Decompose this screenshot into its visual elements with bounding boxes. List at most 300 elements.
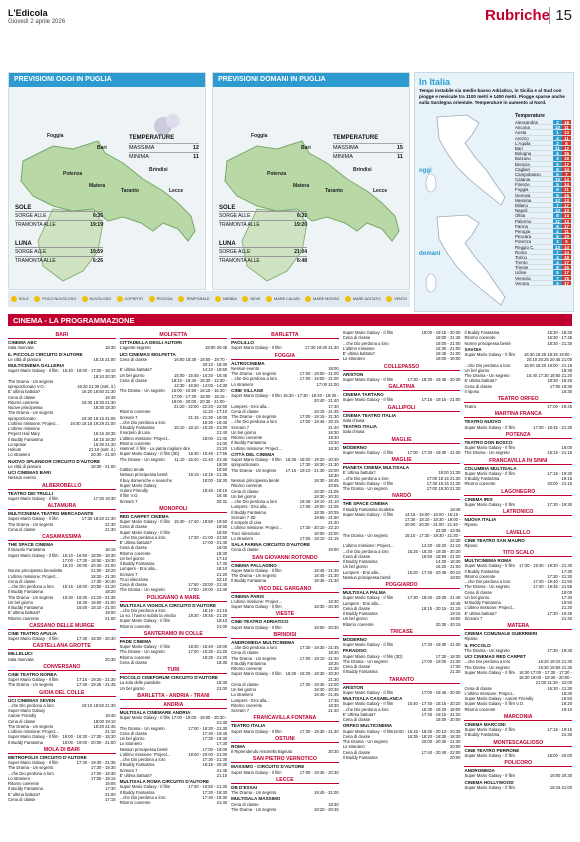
showtimes: 00:31 (216, 498, 228, 504)
film-title: Super Mario Galaxy - Il film (231, 671, 282, 677)
showtime-row (231, 536, 339, 541)
showtime-row (231, 729, 339, 734)
showtimes: 17:30 - 19:45 (547, 610, 573, 616)
film-title: Un bel giorno (464, 367, 490, 373)
film-title: Cena di classe (119, 582, 148, 587)
showtimes: 18:45 - 19:10 - 21:10 (299, 499, 339, 504)
showtimes: 21:30 (328, 666, 339, 671)
city-heading: GALATINA (343, 384, 461, 391)
film-title: Il sorpelo di Lisa (119, 430, 150, 436)
venue-name: MODERNO (342, 444, 367, 450)
film-title: Super Mario Galaxy - Il film (8, 677, 59, 682)
temperature-row: Aosta 1 13 (515, 130, 571, 135)
venue-name: MASSIMO - CIRCUITO D'AUTORE (231, 764, 305, 770)
film-title: Scream 7 3D (231, 514, 256, 520)
showtimes: 18:10 (216, 566, 228, 572)
showtimes: 17:30 - 20:40 (90, 578, 116, 584)
film-title: Ritorno coerente (8, 399, 39, 405)
legend-item: MARE CALMO (266, 296, 300, 302)
film-title: Un bel giorno (8, 599, 33, 605)
venue-name: IL PICCOLO CIRCUITO D'AUTORE (8, 351, 83, 357)
film-title: Un bel giorno (231, 429, 257, 435)
city-heading: POTENZA (464, 432, 572, 439)
listing-column (120, 330, 228, 836)
showtimes: 20:00 (449, 754, 461, 760)
showtimes: 16:30 - 18:00 - 19:20 - 20:40 (285, 457, 339, 462)
showtime-row (464, 425, 572, 430)
film-title: ...che Dio perdona a loro (119, 419, 166, 425)
city-heading: SAN PIETRO VERNOTICO (231, 756, 339, 763)
showtimes: 17:30 - 19:30 - 21:45 (299, 645, 339, 650)
showtimes: 22:00 - 23:05 (435, 527, 461, 533)
cinema-listings (8, 330, 572, 836)
showtimes: 18:00 (561, 445, 573, 450)
showtime-row (464, 648, 572, 653)
film-title: Hamnet: il film - La patria migliore dire (119, 446, 191, 451)
showtimes: 18:30 (561, 388, 573, 394)
showtimes: 16:15 18:30 (93, 436, 116, 442)
showtimes: 21:40 (216, 430, 228, 436)
listing-column (464, 330, 572, 836)
weather-symbol-icon (11, 296, 17, 302)
showtimes: 19:00 - 20:00 - 20:30 - 21:00 - (171, 398, 228, 404)
showtimes: 17:30 (561, 568, 573, 574)
city-foggia: Foggia (251, 133, 268, 139)
city-heading: LAVELLO (464, 530, 572, 537)
film-title: Cena di classe (342, 664, 371, 669)
showtimes: 18:00 - 20:00 (547, 752, 573, 758)
showtimes: 18:10 - 18:40 - 15:30 - 12:30 - (171, 377, 228, 383)
film-title: ...che Dio perdona a loro (464, 579, 511, 584)
film-title: Nessun principessa bentè (231, 478, 280, 483)
film-title: Lo straniero (231, 692, 254, 698)
film-title: Ritorno coerente (8, 781, 39, 786)
showtimes: 16:10 - 16:50 - 18:00 - 18:30 (62, 552, 116, 558)
showtime-row (8, 475, 116, 480)
film-title: Nessun principessa bentè (119, 472, 168, 478)
showtime-row (8, 636, 116, 641)
showtimes: 17:40 - 20:40 - 22:00 (421, 749, 461, 755)
showtimes: 21:00 (216, 440, 228, 446)
film-title: Cena di classe (231, 408, 259, 414)
film-title: Autore Friendly (119, 488, 148, 493)
film-title: Il Buddy Fantasma (231, 660, 267, 666)
film-title: The Drama - Un segreto (231, 655, 277, 661)
showtime-row (8, 616, 116, 621)
film-title: Cena di classe (342, 605, 371, 611)
film-title: The Drama - Un segreto (119, 456, 165, 462)
showtimes: 19:55 - 21:50 (314, 514, 339, 520)
showtime-row (120, 660, 228, 665)
showtime-row (343, 690, 461, 695)
venue-name: MULTISALA VIGNOLA CIRCUITO D'AUTORE (119, 602, 217, 608)
showtimes: 16:30 - 18:30 - 19:30 - 20:30 (285, 671, 339, 677)
legend-item: NUVOLOSO (82, 296, 112, 302)
film-title: The Drama - Un segreto (231, 790, 277, 795)
film-title: Riposo (464, 522, 478, 528)
venue-name: PAOLILLO (231, 340, 255, 345)
film-title: Super Mario Galaxy - Il film (8, 495, 59, 501)
showtimes: 20:10 20:25 20:45 21:00 (526, 357, 573, 363)
film-title: Ritorno coerente (119, 800, 151, 805)
city-heading: ANDRIA (120, 702, 228, 709)
showtimes: 18:15 - 20:30 (202, 762, 228, 768)
venue-name: MULTISALA MASSIMO (231, 796, 281, 802)
masthead (8, 6, 572, 34)
tomorrow-temperature (333, 135, 403, 161)
showtimes: 17:30 - 18:00 - 20:30 (76, 636, 116, 641)
temperature-row: Foggia 9 11 (515, 187, 571, 192)
legend-item: MARE MOSSO (305, 296, 339, 302)
film-title: Super Mario Galaxy - Il film (464, 501, 515, 507)
showtimes: 17:30 19:30 21:30 (304, 345, 339, 351)
film-title: Cena di classe (231, 681, 259, 687)
weather-symbol-icon (386, 296, 392, 302)
venue-name: CINE-TEATRO ADRIATICO (231, 619, 289, 625)
city-heading: SAN GIOVANNI ROTONDO (231, 555, 339, 562)
showtimes: 16:15 - 16:15 - 21:35 (188, 472, 228, 478)
showtime-row (8, 345, 116, 350)
venue-name: ARISTON (342, 684, 364, 690)
showtime-row (231, 708, 339, 713)
venue-name: ORFEO MULTICINEMA (342, 723, 393, 729)
city-heading: MAGLIE (343, 457, 461, 464)
film-title: Il Buddy Fantasma (119, 425, 155, 430)
showtimes: 17:30 (216, 561, 228, 566)
temperature-row: Brescia 5 17 (515, 162, 571, 167)
showtime-row (120, 686, 228, 691)
italy-temperature-list (515, 113, 571, 286)
showtimes: 17:00 - 17:30 - 18:00 - 18:15 - (171, 393, 228, 399)
temp-title: TEMPERATURE (333, 135, 379, 141)
venue-name: COLUMBIA MULTISALA (464, 465, 517, 471)
showtimes: 16:20 21:30 (sott. it.) (77, 384, 116, 389)
showtimes: 15:25 - 18:30 - 19:30 - 20:30 (407, 548, 461, 554)
venue-name: CINEMA IRIS (464, 496, 493, 502)
showtime-row (8, 357, 116, 362)
film-title: Riposo (464, 542, 478, 548)
weather-today-title: PREVISIONI OGGI IN PUGLIA (9, 73, 205, 87)
showtimes: 17:30 19:15 21:30 (426, 480, 461, 486)
film-title: La sposa! (8, 441, 27, 447)
film-title: Lumpers - Eroi alla... (342, 569, 382, 575)
temp-min-row: MINIMA 11 (333, 154, 403, 160)
city-heading: BARLETTA - ANDRIA - TRANI (120, 693, 228, 700)
film-title: Super Mario Galaxy - Il film (464, 669, 515, 675)
weather-symbol-icon (34, 296, 40, 302)
film-title: Il Buddy Fantasma (464, 568, 500, 574)
showtimes: 18:30 (216, 550, 228, 556)
showtime-row (464, 450, 572, 455)
film-title: Scream 7 (119, 498, 138, 504)
film-title: Il Buddy Fantasma (8, 605, 43, 610)
listing-column (8, 330, 116, 836)
film-title: The Drama - Un segreto (464, 450, 510, 456)
showtime-row (8, 797, 116, 802)
city-matera: Matera (293, 183, 310, 189)
showtime-row (343, 717, 461, 722)
showtimes: 17:00 - 19:00 - 21:00 (299, 376, 339, 382)
showtimes: 20:00 - 21:15 (547, 481, 573, 487)
film-title: Super Mario Galaxy - Il film V.O. (464, 701, 525, 707)
film-title: The Drama - Un segreto (464, 647, 510, 653)
weather-tomorrow-title: PREVISIONI DOMANI IN PUGLIA (213, 73, 409, 87)
city-brindisi: Brindisi (353, 167, 372, 173)
showtimes: 21:45 (216, 767, 228, 773)
venue-name: RED CARPET CINEMA (119, 513, 169, 519)
city-heading: VICO DEL GARGANO (231, 586, 339, 593)
film-title: Super Mario Galaxy - Il film (342, 701, 394, 707)
showtimes: 18:30 19:00 - 19:30 - 20:00 - (518, 675, 573, 680)
venue-name: SAVOIA (464, 346, 482, 352)
venue-name: MULTICINEMA GALLERIA (8, 363, 65, 368)
showtimes: 15:40 - 17:40 - 18:15 - 20:20 (407, 701, 461, 707)
film-title: Cena di classe (8, 796, 36, 802)
showtimes: 15:30 - 16:45 - 17:55 (188, 451, 228, 457)
film-title: Il Buddy Fantasma (8, 739, 43, 745)
showtimes: 18:30 - 20:30 (314, 493, 339, 499)
showtimes: 14:30 - 18:30 (435, 559, 461, 564)
film-title: The Drama - Un segreto (8, 765, 54, 771)
showtimes: 17:00 - 17:30 - 18:50 - 19:30 (62, 557, 116, 563)
showtimes: 18:15 - 21:45 (314, 408, 339, 414)
showtimes: 19:15 (561, 476, 573, 481)
showtimes: 18:45 - 21:30 (314, 573, 339, 578)
showtimes: 18:45 - 21:30 (314, 578, 339, 584)
film-title: Super Mario Galaxy - Il film (231, 457, 282, 462)
legend-item: MARE AGITATO (345, 296, 381, 302)
film-title: Super Mario Galaxy - Il film (8, 734, 59, 740)
showtimes: 17:30 (105, 786, 116, 792)
film-title: La sola delle parabole (119, 680, 161, 686)
film-title: Project Hail Mary (8, 431, 40, 437)
film-title: Super Mario Galaxy - Autore Friendly (464, 696, 534, 701)
showtimes: 17:00 - 19:00 - 21:00 (299, 371, 339, 376)
moon-title: LUNA (15, 241, 32, 247)
showtimes: 17:30 - 21:30 (202, 757, 228, 762)
film-title: Ritorno coerente (231, 483, 263, 489)
showtimes: 21:10 (216, 772, 228, 778)
showtimes: 17:00 - 19:45 - 20:15 (299, 419, 339, 425)
film-title: Ritorno coerente (342, 621, 374, 627)
showtimes: 15:20 - 17:40 - 20:45 - 00:10 (407, 569, 461, 575)
film-title: Cena di classe (119, 730, 148, 736)
showtimes: 18:15 - 20:15 - 21:15 (421, 605, 461, 611)
showtimes: 18:30 - 21:30 (547, 340, 573, 346)
showtimes: 18:30 (561, 690, 573, 696)
venue-name: UCI CINEMAS MOLFETTA (119, 351, 176, 357)
film-title: Super Mario Galaxy - Il film (342, 689, 394, 695)
venue-name: CINEMA MARCONI (464, 721, 506, 727)
film-title: Un bel giorno (342, 616, 368, 622)
city-heading: POLIGNANO A MARE (120, 595, 228, 602)
city-heading: GALLIPOLI (343, 405, 461, 412)
film-title: Super Mario Galaxy - Il film (464, 470, 515, 476)
film-title: Il Buddy Fantasma (119, 561, 155, 566)
showtimes: 11:20 - 17:10 (202, 409, 228, 415)
showtimes: 17:05 - 19:15 (90, 775, 116, 781)
showtimes: 18:00 - 19:00 (435, 356, 461, 362)
showtimes: 16:30 - 17:30 - 18:20 - 19:30 - (283, 393, 339, 398)
film-title: Super Mario Galaxy - Il film (3D) (119, 451, 180, 457)
film-title: ...che Dio perdona a loro (231, 499, 277, 504)
showtimes: 17:00 18:15 21:30 (426, 475, 461, 481)
film-title: Super Mario Galaxy - Il film (464, 424, 515, 430)
film-title: L'ultimo missione: Project... (231, 445, 282, 451)
venue-name: CINE TEATRO APULIA (8, 630, 57, 636)
showtimes: 18:00 (449, 616, 461, 622)
city-heading: BARI (8, 332, 116, 339)
showtimes: 18:30 - 20:30 (314, 687, 339, 692)
showtimes: 21:30 (328, 676, 339, 682)
showtimes: 16:30 - 18:50 - 21:00 (76, 599, 116, 605)
film-title: Sala chiusa (342, 429, 365, 435)
film-title: The Drama - Un segreto (231, 573, 277, 578)
showtimes: 18:40 (105, 713, 116, 719)
showtimes: 17:30 - 19:30 (202, 789, 228, 795)
venue-name: CINE TEATRO NORBA (8, 671, 57, 677)
film-title: ...che Dio perdona a loro (8, 702, 54, 708)
showtimes: 17:40 - 19:45 - 21:55 (533, 584, 573, 590)
film-title: Il Buddy Fantasma (464, 330, 500, 335)
showtimes: 18:30 (216, 659, 228, 665)
showtimes: 21:40 (328, 520, 339, 525)
film-title: Super Mario Galaxy - Il film (231, 728, 282, 734)
film-title: Ritorno coerente (119, 623, 151, 629)
film-title: Un bel giorno (119, 555, 145, 561)
showtimes: 18:30 - 21:00 (435, 345, 461, 351)
showtimes: 16:40 17:30 18:50 21:20 (526, 373, 573, 378)
sun-title: SOLE (15, 205, 32, 211)
showtimes: 22:10 (216, 576, 228, 582)
showtimes: 21:40 (328, 708, 339, 713)
showtimes: 18:45 - 21:00 (435, 351, 461, 356)
film-title: Truci silenzioso (119, 576, 149, 582)
showtimes: 21:30 (561, 732, 573, 738)
film-title: Super Mario Galaxy - Il film (342, 728, 394, 734)
showtimes: 18:20 (561, 701, 573, 707)
film-title: Super Mario Galaxy - Il film (231, 604, 282, 609)
venue-name: UCI CINEMAS RED CARPET (464, 654, 526, 659)
film-title: Super Mario Galaxy - Il film (231, 624, 282, 630)
temperature-row: Catania 10 14 (515, 177, 571, 182)
showtimes: 17:15 - 19:20 - 21:30 (76, 677, 116, 682)
film-title: ...che Dio perdona a loro (119, 757, 166, 762)
showtimes: 17:15 - 19:30 (547, 470, 573, 476)
weather-symbol-icon (345, 296, 351, 302)
showtimes: 18:50 (216, 529, 228, 535)
weather-symbol-icon (266, 296, 272, 302)
city-heading: MARCONIA (464, 714, 572, 721)
weather-tomorrow (212, 72, 410, 290)
showtimes: 17:30 - 20:10 - 22:10 (299, 525, 339, 531)
film-title: sproporzionato (8, 415, 36, 421)
showtime-row (231, 604, 339, 609)
film-title: Super Mario Galaxy - Il film (3D) (342, 653, 403, 659)
city-heading: VIESTE (231, 611, 339, 618)
showtimes: 18:00 20:45 (205, 345, 228, 351)
legend-item: SOLE (11, 296, 29, 302)
showtimes: 19:00 (105, 610, 116, 616)
showtimes: 17:30 19:30 (93, 495, 116, 501)
showtimes: 18:15 - 21:15 (202, 607, 228, 613)
showtimes: 21:30 (561, 605, 573, 611)
showtimes: 17:15 - 19:10 - 21:40 - 22:00 (285, 467, 339, 473)
moon-title: LUNA (219, 241, 236, 247)
city-heading: ALTAMURA (8, 503, 116, 510)
showtimes: 21:30 (105, 526, 116, 532)
film-title: Un bel giorno (119, 736, 145, 741)
city-heading: TRICASE (343, 629, 461, 636)
showtimes: 14:10 - 19:50 (202, 367, 228, 373)
film-title: Ritorno coerente (464, 706, 496, 712)
showtimes: 17:30 (328, 403, 339, 409)
showtimes: 18:00 (216, 461, 228, 467)
showtimes: 17:30 - 18:30 - 19:45 - 20:30 (407, 376, 461, 382)
film-title: Un bel giorno (464, 594, 490, 600)
showtimes: 16:30 18:50 21:30 (538, 664, 573, 670)
city-heading: CONVERSANO (8, 664, 116, 671)
showtimes: 17:30 - 19:30 - 21:30 (421, 642, 461, 647)
temperature-row: Pescara 8 10 (515, 234, 571, 239)
showtimes: 17:00 - 19:45 (547, 404, 573, 409)
film-title: E' ultima battuta? (464, 610, 497, 616)
venue-name: CINEMA TEATRO ITALIA (342, 412, 397, 418)
film-title: Il Buddy Fantasma (342, 669, 378, 675)
venue-name: MULTISALA PALMA (342, 590, 386, 595)
showtimes: 15:30 - 18:30 (547, 330, 573, 335)
showtimes: 20:30 - 21:00 (90, 452, 116, 458)
showtimes: 17:50 - 20:00 - 21:40 (188, 582, 228, 587)
film-title: The Drama - Un segreto (119, 388, 165, 394)
film-title: Cena di classe (8, 578, 36, 584)
film-title: Lo straniero (231, 535, 254, 541)
film-title: Super Mario Galaxy - Il film (8, 516, 59, 522)
showtime-row (343, 622, 461, 627)
film-title: Super Mario Galaxy - Il film (342, 480, 394, 486)
showtimes: 21:00 (216, 623, 228, 629)
showtimes: 21:00 (105, 791, 116, 797)
film-title: The Drama - Un segreto (464, 373, 510, 378)
showtimes: 18:20 - 21:30 (90, 573, 116, 579)
showtime-row (231, 382, 339, 387)
city-heading: BARLETTA (231, 332, 339, 339)
showtimes: 17:30 - 19:30 (90, 765, 116, 771)
showtimes: 17:30 - 19:30 - 21:35 (76, 760, 116, 765)
temp-title: TEMPERATURE (129, 135, 175, 141)
showtimes: 11:10 - 15:40 - 21:40 - 21:45 (174, 456, 228, 462)
film-title: Sala chiusa (342, 417, 365, 423)
film-title: Il Buddy Fantasma (8, 589, 43, 595)
film-title: Super Mario Galaxy - Il film (119, 519, 171, 524)
film-title: The Drama - Un segreto (342, 486, 388, 491)
venue-name: CINEMA TARTARO (342, 392, 384, 397)
film-title: Le città di pianura (8, 463, 42, 469)
venue-name: THE SPACE CINEMA (342, 501, 389, 507)
showtime-row (464, 707, 572, 712)
tomorrow-moon: LUNA SORGE ALLE 21:04 TRAMONTA ALLE 6:48 (219, 241, 307, 264)
city-heading: MAGLIE (343, 437, 461, 444)
film-title: Super Mario Galaxy - Il film (464, 773, 515, 779)
showtimes: 20:00 (449, 744, 461, 750)
showtimes: 15:30 - 19:40 (202, 419, 228, 425)
showtimes: 16:00 - 16:15 - 18:25 - 20:10 - 20:35 (393, 728, 461, 734)
film-title: Il Buddy Fantasma (464, 476, 500, 481)
showtimes: 18:30 - 21:00 (90, 463, 116, 469)
showtimes: 17:30 - 19:45 (202, 730, 228, 736)
showtime-row (231, 671, 339, 676)
film-title: Cena di classe (8, 394, 36, 400)
